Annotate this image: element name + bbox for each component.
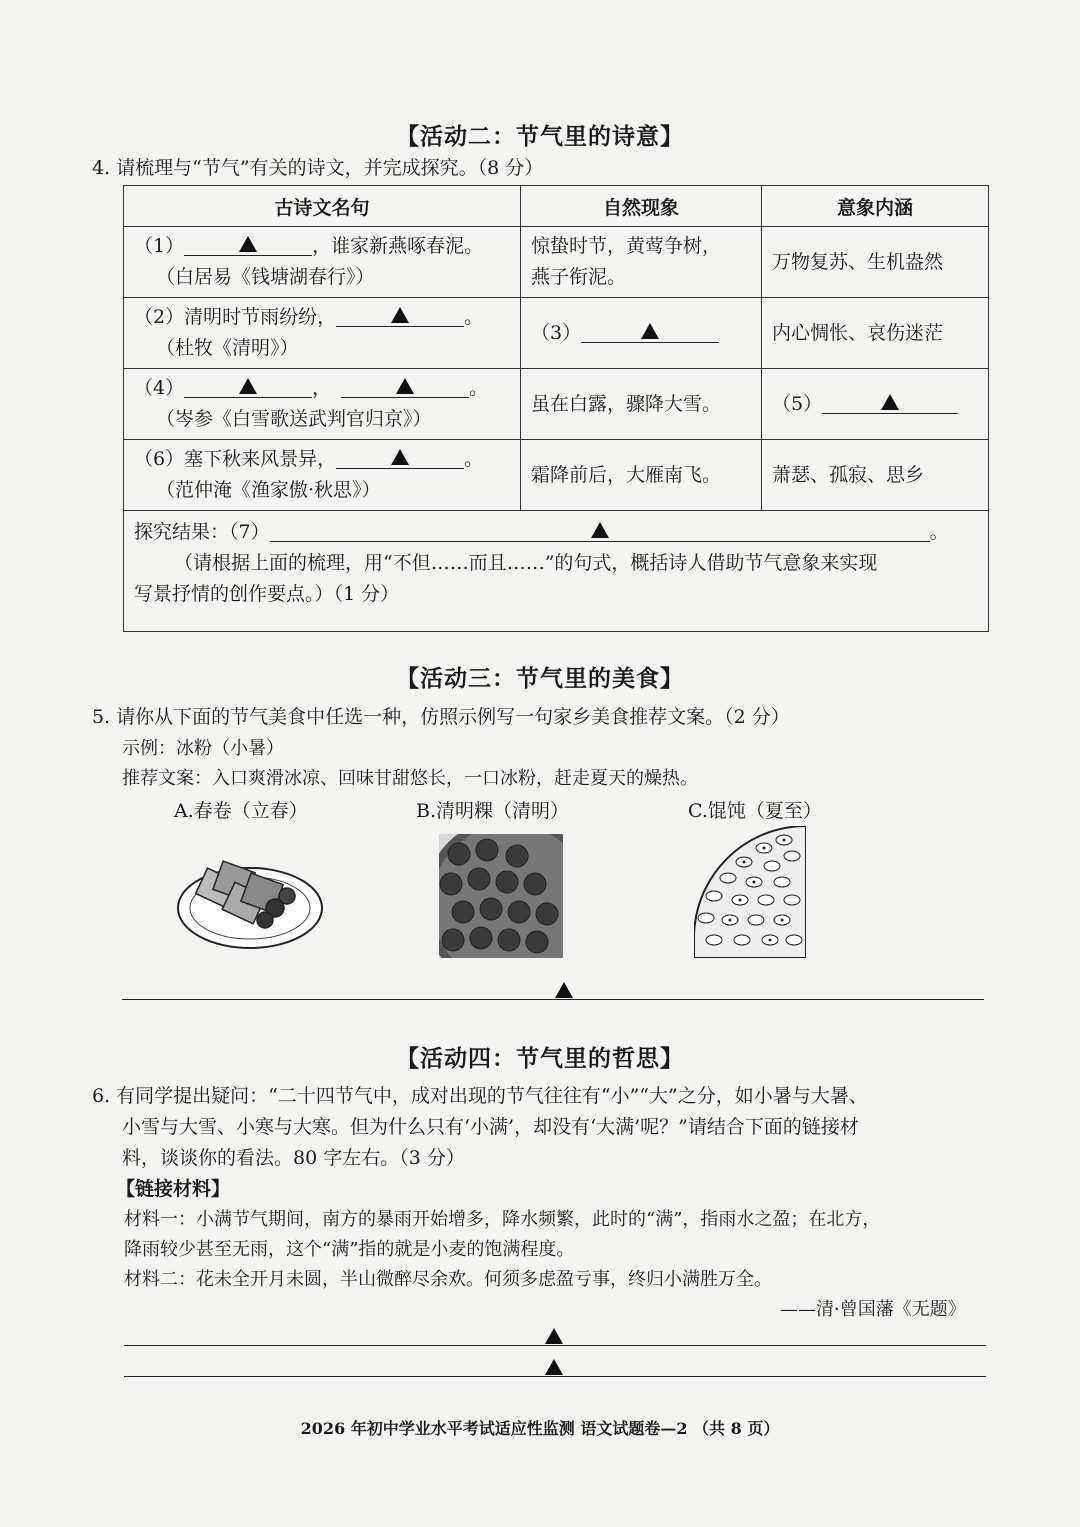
triangle-icon [391,449,409,465]
poem-cell [124,227,521,298]
poem-cell [124,440,521,511]
triangle-icon [396,378,414,394]
triangle-icon [239,236,257,252]
food-option-c: C.馄饨（夏至） [688,800,822,822]
triangle-icon [391,307,409,323]
result-end: 。 [929,521,949,543]
material-1-line2: 降雨较少甚至无雨，这个“满”指的就是小麦的饱满程度。 [124,1239,575,1260]
poem-text: 塞下秋来风景异， [184,448,337,470]
triangle-icon [555,982,573,998]
material-2-attribution: ——清·曾国藩《无题》 [780,1299,966,1320]
item-number: （4） [134,377,185,399]
poem-text: ， [312,377,332,399]
triangle-icon [239,378,257,394]
triangle-icon [545,1328,563,1344]
poem-source: （岑参《白雪歌送武判官归京》） [156,408,432,430]
activity3-title: 【活动三：节气里的美食】 [396,665,684,692]
meaning-cell: 万物复苏、生机盎然 [762,227,989,298]
triangle-icon [881,394,899,410]
question-6-line2: 小雪与大雪、小寒与大寒。但为什么只有‘小满’，却没有‘大满’呢？”请结合下面的链接材 [122,1116,859,1138]
poem-table [123,185,989,632]
poem-text: 清明时节雨纷纷， [184,306,337,328]
table-row [124,369,989,440]
header-meaning: 意象内涵 [762,186,989,227]
spring-roll-illustration [175,838,325,953]
table-header-row [124,186,989,227]
triangle-icon [591,522,609,538]
question-6-line3: 料，谈谈你的看法。80 字左右。（3 分） [122,1147,465,1169]
answer-blank-4a[interactable] [184,375,312,398]
qingming-cake-illustration [439,834,563,958]
poem-text: 。 [464,448,484,470]
answer-line-5[interactable] [122,999,984,1000]
link-materials-title: 【链接材料】 [116,1178,231,1200]
answer-line-6a[interactable] [124,1345,986,1346]
answer-blank-4b[interactable] [341,375,469,398]
table-row [124,440,989,511]
meaning-cell: 萧瑟、孤寂、思乡 [762,440,989,511]
phenomenon-cell: 虽在白露，骤降大雪。 [521,369,762,440]
result-label: 探究结果：（7） [134,521,270,543]
answer-blank-2[interactable] [336,304,464,327]
item-number: （2） [134,306,185,328]
result-cell [124,511,989,632]
material-2: 材料二：花未全开月未圆，半山微醉尽余欢。何须多虑盈亏事，终归小满胜万全。 [124,1269,772,1290]
answer-blank-1[interactable] [184,233,312,256]
item-number: （3） [531,321,582,344]
item-number: （5） [772,392,823,415]
triangle-icon [641,323,659,339]
header-phenomenon: 自然现象 [521,186,762,227]
answer-blank-3[interactable] [581,320,719,343]
food-option-b: B.清明粿（清明） [416,800,570,822]
table-row [124,227,989,298]
phenomenon-text: 燕子衔泥。 [531,266,627,288]
activity2-title: 【活动二：节气里的诗意】 [396,123,684,150]
phenomenon-cell [521,298,762,369]
poem-source: （范仲淹《渔家傲·秋思》） [156,479,381,501]
meaning-cell [762,369,989,440]
wonton-illustration [694,826,806,958]
item-number: （1） [134,235,185,257]
table-row [124,298,989,369]
answer-line-6b[interactable] [124,1376,986,1377]
result-note: 写景抒情的创作要点。）（1 分） [134,583,400,605]
answer-blank-7[interactable] [270,519,930,542]
activity4-title: 【活动四：节气里的哲思】 [396,1045,684,1072]
triangle-icon [545,1359,563,1375]
meaning-cell: 内心惆怅、哀伤迷茫 [762,298,989,369]
food-option-a: A.春卷（立春） [174,800,308,822]
phenomenon-cell: 霜降前后，大雁南飞。 [521,440,762,511]
material-1-line1: 材料一：小满节气期间，南方的暴雨开始增多，降水频繁，此时的“满”，指雨水之盈；在北方， [124,1209,881,1230]
answer-blank-6[interactable] [336,446,464,469]
phenomenon-cell [521,227,762,298]
question-6-line1: 6. 有同学提出疑问：“二十四节气中，成对出现的节气往往有“小”“大”之分，如小暑与大暑、 [92,1085,868,1107]
header-poem: 古诗文名句 [124,186,521,227]
poem-source: （杜牧《清明》） [156,337,299,359]
page-footer: 2026 年初中学业水平考试适应性监测 语文试题卷—2 （共 8 页） [300,1419,780,1438]
question-5: 5. 请你从下面的节气美食中任选一种，仿照示例写一句家乡美食推荐文案。（2 分） [92,706,790,728]
result-note: （请根据上面的梳理，用“不但……而且……”的句式，概括诗人借助节气意象来实现 [174,552,878,574]
poem-text: 。 [464,306,484,328]
result-row [124,511,989,632]
phenomenon-text: 惊蛰时节，黄莺争树， [531,235,722,257]
answer-blank-5[interactable] [822,391,958,414]
example-copy: 推荐文案：入口爽滑冰凉、回味甘甜悠长，一口冰粉，赶走夏天的燥热。 [122,768,698,789]
poem-cell [124,298,521,369]
item-number: （6） [134,448,185,470]
poem-cell [124,369,521,440]
poem-text: 。 [469,377,489,399]
example-label: 示例：冰粉（小暑） [122,738,284,759]
poem-source: （白居易《钱塘湖春行》） [156,266,375,288]
question-4: 4. 请梳理与“节气”有关的诗文，并完成探究。（8 分） [92,157,544,179]
poem-text: ，谁家新燕啄春泥。 [312,235,484,257]
